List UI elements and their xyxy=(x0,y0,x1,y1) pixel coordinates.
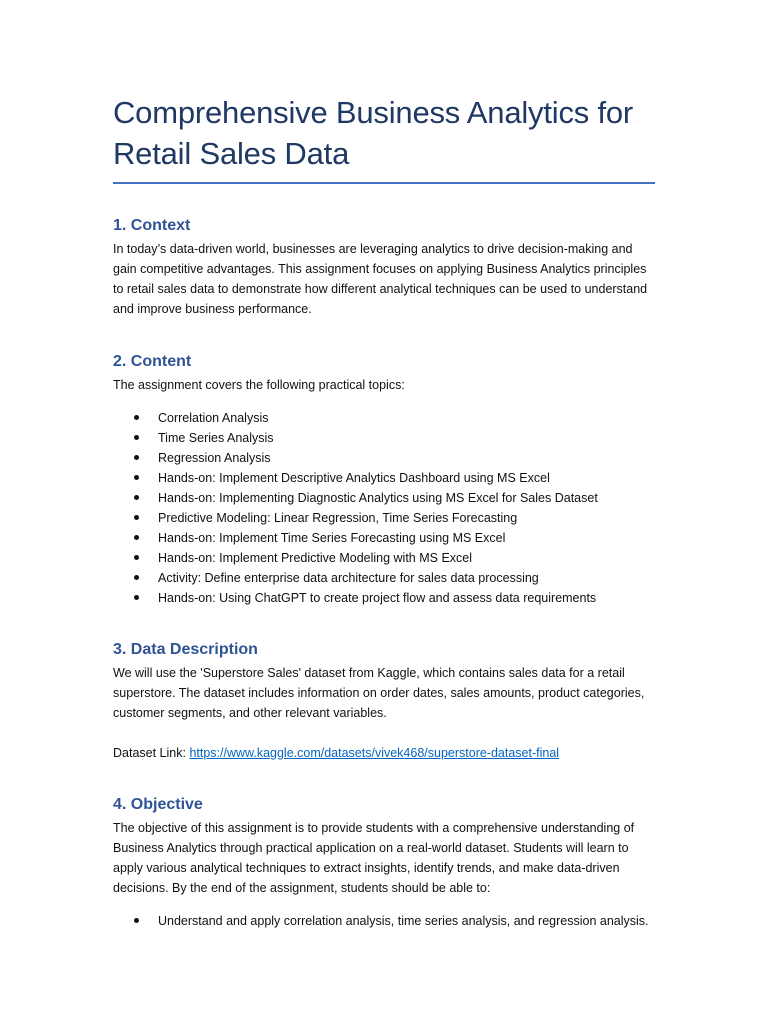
bullet-icon xyxy=(134,918,139,923)
list-item xyxy=(113,508,655,528)
list-item-text: Time Series Analysis xyxy=(158,431,274,445)
list-item-text: Understand and apply correlation analysis, time series analysis, and regression analysis. xyxy=(158,914,649,928)
dataset-link[interactable]: https://www.kaggle.com/datasets/vivek468/superstore-dataset-final xyxy=(189,746,560,760)
list-item xyxy=(113,568,655,588)
list-item-text: Predictive Modeling: Linear Regression, Time Series Forecasting xyxy=(158,511,518,525)
bullet-icon xyxy=(134,535,139,540)
section-objective xyxy=(113,795,655,931)
dataset-link-line xyxy=(113,743,655,763)
bullet-icon xyxy=(134,475,139,480)
bullet-icon xyxy=(134,595,139,600)
objectives-list xyxy=(113,911,655,931)
document-title: Comprehensive Business Analytics for Retail Sales Data xyxy=(113,95,634,171)
list-item-text: Hands-on: Using ChatGPT to create project flow and assess data requirements xyxy=(158,591,597,605)
objective-paragraph: The objective of this assignment is to provide students with a comprehensive understanding of Business Analytics through practical application on a real-world dataset. Students will learn to apply various analytical techniques to extract insights, identify trends, and make data-driven decisions. By the end of the assignment, students should be able to: xyxy=(113,821,635,895)
bullet-icon xyxy=(134,515,139,520)
list-item-text: Hands-on: Implement Descriptive Analytics Dashboard using MS Excel xyxy=(158,471,550,485)
list-item-text: Hands-on: Implementing Diagnostic Analytics using MS Excel for Sales Dataset xyxy=(158,491,598,505)
context-paragraph: In today’s data-driven world, businesses are leveraging analytics to drive decision-making and gain competitive advantages. This assignment focuses on applying Business Analytics principles to retail sales data to demonstrate how different analytical techniques can be used to understand and improve business performance. xyxy=(113,242,648,316)
bullet-icon xyxy=(134,435,139,440)
section-content xyxy=(113,352,655,608)
bullet-icon xyxy=(134,455,139,460)
section-heading-objective: 4. Objective xyxy=(113,796,203,813)
list-item-text: Regression Analysis xyxy=(158,451,271,465)
document-page xyxy=(113,92,655,931)
list-item-text: Hands-on: Implement Time Series Forecasting using MS Excel xyxy=(158,531,506,545)
list-item xyxy=(113,468,655,488)
list-item-text: Activity: Define enterprise data architecture for sales data processing xyxy=(158,571,539,585)
list-item xyxy=(113,408,655,428)
list-item xyxy=(113,911,655,931)
topics-list xyxy=(113,408,655,608)
bullet-icon xyxy=(134,555,139,560)
list-item xyxy=(113,428,655,448)
list-item xyxy=(113,528,655,548)
list-item xyxy=(113,488,655,508)
bullet-icon xyxy=(134,575,139,580)
list-item xyxy=(113,448,655,468)
list-item xyxy=(113,588,655,608)
data-description-paragraph: We will use the 'Superstore Sales' dataset from Kaggle, which contains sales data for a retail superstore. The dataset includes information on order dates, sales amounts, product categories, customer segments, and other relevant variables. xyxy=(113,666,645,720)
list-item-text: Hands-on: Implement Predictive Modeling with MS Excel xyxy=(158,551,473,565)
title-divider xyxy=(113,182,655,184)
content-intro: The assignment covers the following practical topics: xyxy=(113,378,405,392)
section-heading-data-description: 3. Data Description xyxy=(113,641,258,658)
list-item-text: Correlation Analysis xyxy=(158,411,269,425)
section-heading-context: 1. Context xyxy=(113,217,191,234)
section-data-description xyxy=(113,640,655,763)
list-item xyxy=(113,548,655,568)
bullet-icon xyxy=(134,495,139,500)
dataset-link-label: Dataset Link: xyxy=(113,746,190,760)
bullet-icon xyxy=(134,415,139,420)
section-context xyxy=(113,216,655,319)
section-heading-content: 2. Content xyxy=(113,353,192,370)
